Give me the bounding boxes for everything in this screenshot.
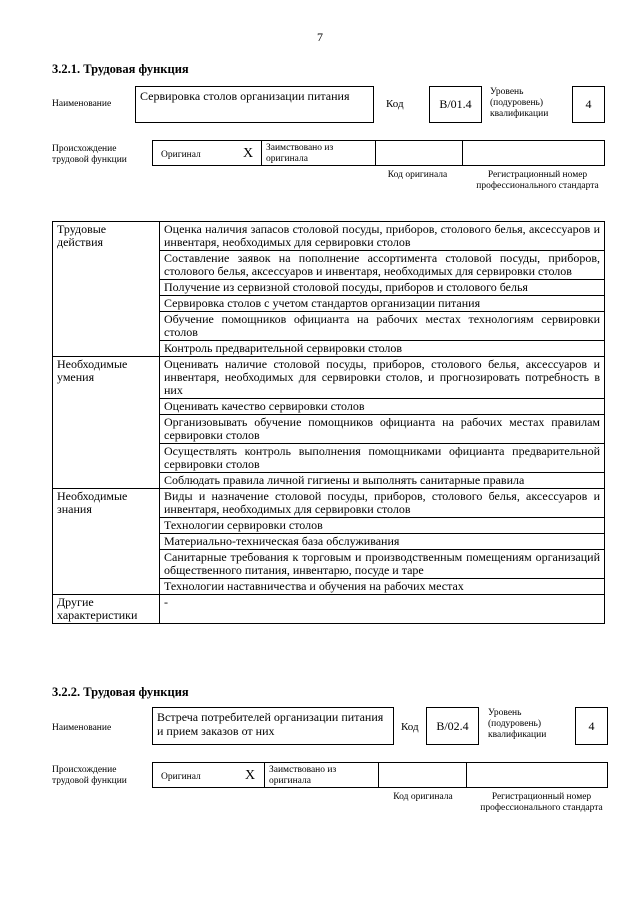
divider (264, 763, 265, 787)
table-cell: Санитарные требования к торговым и производственным помещениям организаций общественного питания, инвентарю, посуде и таре (160, 550, 605, 579)
origin-label: Происхождение трудовой функции (52, 765, 127, 786)
row-category: Необходимые умения (53, 357, 160, 489)
reg-number-caption: Регистрационный номер профессионального стандарта (476, 170, 599, 191)
divider (462, 141, 463, 165)
reg-number-caption: Регистрационный номер профессионального стандарта (480, 792, 603, 813)
level-value: 4 (588, 718, 595, 733)
section-heading-321: 3.2.1. Трудовая функция (52, 62, 189, 76)
table-cell: Технологии наставничества и обучения на рабочих местах (160, 579, 605, 595)
divider (261, 141, 262, 165)
table-cell: Оценка наличия запасов столовой посуды, приборов, столового белья, аксессуаров и инвентаря, необходимых для сервировки столов (160, 222, 605, 251)
code-original-caption: Код оригинала (387, 170, 448, 180)
level-label: Уровень (подуровень) квалификации (490, 87, 549, 119)
name-label: Наименование (52, 99, 112, 109)
table-cell: Составление заявок на пополнение ассортимента столовой посуды, приборов, столового белья, аксессуаров и инвентаря, необходимых для сервировки столов (160, 251, 605, 280)
level-value: 4 (585, 97, 592, 111)
section-heading-322: 3.2.2. Трудовая функция (52, 685, 189, 699)
original-label: Оригинал (161, 150, 201, 160)
function-name-value: Сервировка столов организации питания (140, 89, 350, 103)
code-label: Код (401, 721, 419, 733)
table-cell: Осуществлять контроль выполнения помощниками официанта предварительной сервировки столов (160, 444, 605, 473)
table-cell: - (160, 595, 605, 624)
code-label: Код (386, 98, 404, 110)
table-cell: Виды и назначение столовой посуды, приборов, столового белья, аксессуаров и инвентаря, необходимых для сервировки столов (160, 489, 605, 518)
origin-row (152, 140, 605, 166)
code-box (426, 707, 479, 745)
code-value: В/01.4 (439, 97, 472, 111)
table-row (53, 595, 605, 624)
divider (375, 141, 376, 165)
function-name-box (152, 707, 394, 745)
table-cell: Оценивать качество сервировки столов (160, 399, 605, 415)
page-number: 7 (317, 30, 323, 44)
table-cell: Материально-техническая база обслуживания (160, 534, 605, 550)
divider (378, 763, 379, 787)
level-box (575, 707, 608, 745)
origin-row (152, 762, 608, 788)
table-row (53, 222, 605, 251)
row-category: Трудовые действия (53, 222, 160, 357)
function-name-value: Встреча потребителей организации питания и прием заказов от них (157, 710, 384, 738)
table-cell: Соблюдать правила личной гигиены и выполнять санитарные правила (160, 473, 605, 489)
row-category: Необходимые знания (53, 489, 160, 595)
original-label: Оригинал (161, 772, 201, 782)
table-cell: Организовывать обучение помощников официанта на рабочих местах правилам сервировки столов (160, 415, 605, 444)
table-cell: Контроль предварительной сервировки столов (160, 341, 605, 357)
table-cell: Оценивать наличие столовой посуды, приборов, столового белья, аксессуаров и инвентаря, необходимых для сервировки столов, и прогнозировать потребность в них (160, 357, 605, 399)
table-cell: Технологии сервировки столов (160, 518, 605, 534)
table-row (53, 489, 605, 518)
level-label: Уровень (подуровень) квалификации (488, 708, 547, 740)
code-original-caption: Код оригинала (393, 792, 453, 802)
borrowed-label: Заимствовано из оригинала (266, 143, 334, 164)
name-label: Наименование (52, 723, 112, 733)
divider (466, 763, 467, 787)
table-row (53, 357, 605, 399)
function-details-table (52, 221, 605, 624)
original-mark: X (243, 146, 254, 161)
code-value: В/02.4 (436, 718, 469, 733)
table-cell: Сервировка столов с учетом стандартов организации питания (160, 296, 605, 312)
table-cell: Получение из сервизной столовой посуды, приборов и столового белья (160, 280, 605, 296)
level-box (572, 86, 605, 123)
function-name-box (135, 86, 374, 123)
borrowed-label: Заимствовано из оригинала (269, 765, 337, 786)
row-category: Другие характеристики (53, 595, 160, 624)
table-cell: Обучение помощников официанта на рабочих местах технологиям сервировки столов (160, 312, 605, 341)
original-mark: X (245, 768, 256, 783)
origin-label: Происхождение трудовой функции (52, 144, 127, 165)
code-box (429, 86, 482, 123)
